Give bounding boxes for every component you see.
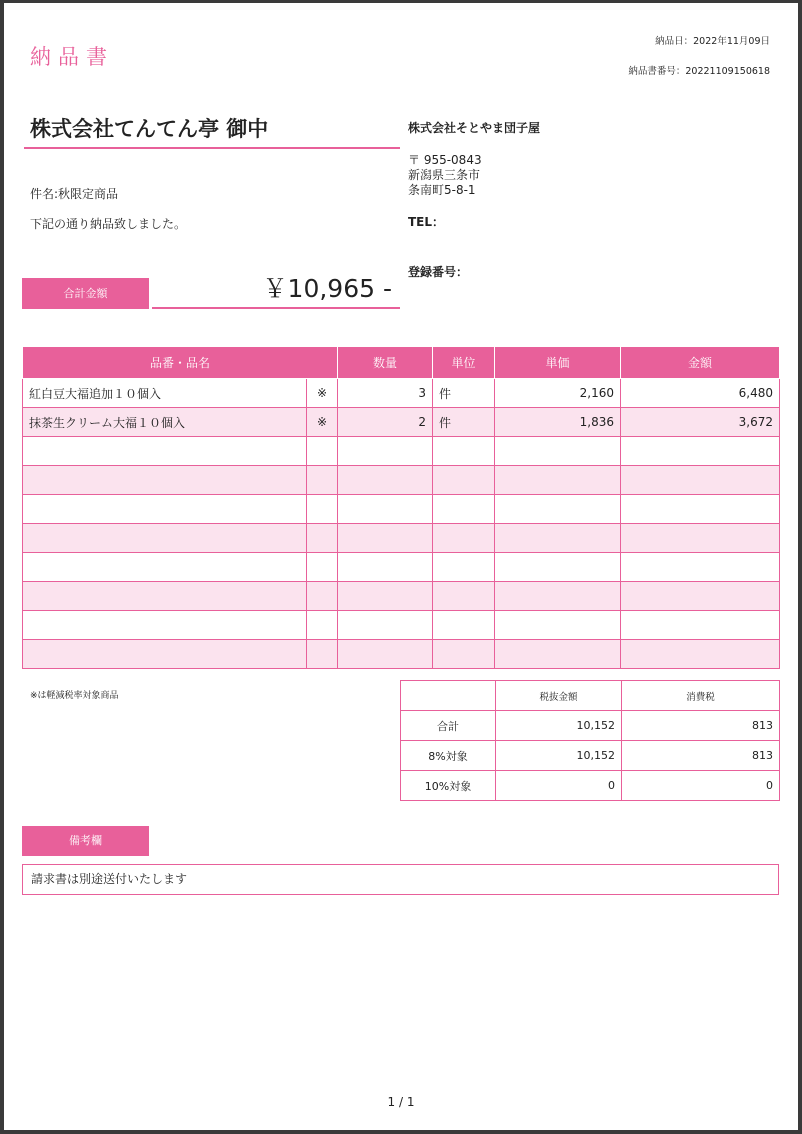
empty-row [23,437,780,466]
summary-ex-tax: 10,152 [496,711,622,741]
sender-registration: 登録番号： [408,265,469,279]
header-qty: 数量 [338,347,433,379]
empty-row [23,582,780,611]
total-label: 合計金額 [22,278,149,309]
header-unit: 単位 [433,347,495,379]
customer-name: 株式会社てんてん亭 御中 [24,113,400,149]
summary-tax: 813 [622,711,780,741]
reduced-tax-note: ※は軽減税率対象商品 [30,691,119,701]
table-row [23,408,780,437]
empty-row [23,466,780,495]
remarks-text: 請求書は別途送付いたします [22,864,779,895]
summary-tax: 0 [622,771,780,801]
summary-col-ex-tax: 税抜金額 [496,681,622,711]
item-unit: 件 [433,408,495,437]
summary-label: 10%対象 [401,771,496,801]
item-name: 抹茶生クリーム大福１０個入 [23,408,307,437]
sender-name: 株式会社そとやま団子屋 [408,121,541,135]
summary-ex-tax: 10,152 [496,741,622,771]
summary-label: 合計 [401,711,496,741]
summary-label: 8%対象 [401,741,496,771]
item-qty: 3 [338,379,433,408]
summary-tax: 813 [622,741,780,771]
item-unit: 件 [433,379,495,408]
sender-address [408,153,482,198]
summary-ex-tax: 0 [496,771,622,801]
item-qty: 2 [338,408,433,437]
summary-row [401,741,780,771]
empty-row [23,495,780,524]
item-amount: 3,672 [621,408,780,437]
item-price: 1,836 [495,408,621,437]
empty-row [23,553,780,582]
item-name: 紅白豆大福追加１０個入 [23,379,307,408]
item-amount: 6,480 [621,379,780,408]
table-row [23,379,780,408]
item-price: 2,160 [495,379,621,408]
sender-street: 条南町5-8-1 [408,183,476,197]
delivery-note-page [4,3,798,1130]
reduced-mark: ※ [307,379,338,408]
empty-row [23,524,780,553]
items-header-row [23,347,780,379]
subject: 件名:秋限定商品 [30,187,119,201]
header-item: 品番・品名 [23,347,338,379]
summary-header-row [401,681,780,711]
empty-row [23,611,780,640]
header-price: 単価 [495,347,621,379]
sender-city: 新潟県三条市 [408,168,481,182]
delivery-date: 納品日：2022年11月09日 [655,36,770,47]
remarks-label: 備考欄 [22,826,149,856]
delivery-message: 下記の通り納品致しました。 [30,217,187,231]
sender-postal: 〒 955-0843 [408,153,482,167]
summary-col-tax: 消費税 [622,681,780,711]
total-amount: ￥10,965 - [152,271,400,309]
tax-summary-table [400,680,780,801]
summary-row [401,711,780,741]
header-amount: 金額 [621,347,780,379]
summary-row [401,771,780,801]
document-title: 納品書 [30,45,114,69]
reduced-mark: ※ [307,408,338,437]
sender-tel: TEL： [408,215,445,229]
empty-row [23,640,780,669]
page-number: 1 / 1 [387,1095,415,1109]
delivery-note-number: 納品書番号：20221109150618 [628,66,770,77]
items-table [22,346,780,669]
